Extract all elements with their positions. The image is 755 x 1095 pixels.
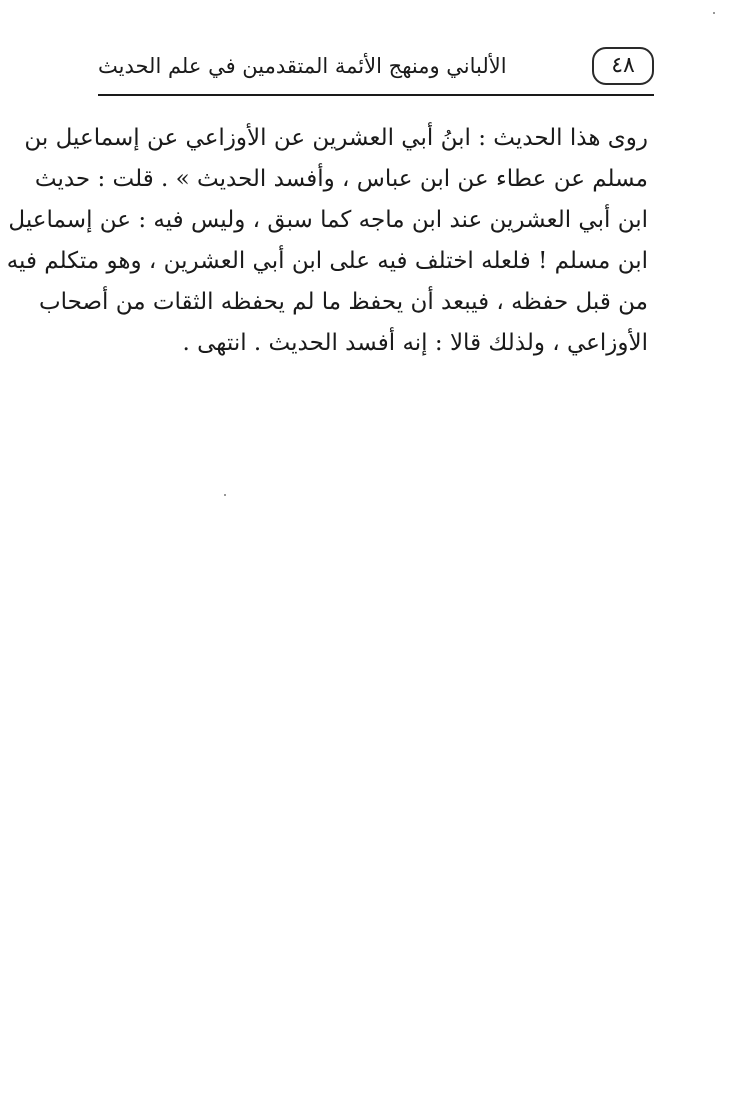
page-number xyxy=(592,47,654,85)
text-line: ابن مسلم ! فلعله اختلف فيه على ابن أبي العشرين ، وهو متكلم فيه xyxy=(6,248,648,274)
page-number-text: ٤٨ xyxy=(611,53,635,78)
text-line: روى هذا الحديث : ابنُ أبي العشرين عن الأوزاعي عن إسماعيل بن xyxy=(24,125,648,151)
scan-speck xyxy=(224,494,226,496)
text-line: الأوزاعي ، ولذلك قالا : إنه أفسد الحديث . انتهى . xyxy=(182,330,648,356)
text-line: مسلم عن عطاء عن ابن عباس ، وأفسد الحديث » . قلت : حديث xyxy=(34,166,648,192)
text-line: من قبل حفظه ، فيبعد أن يحفظ ما لم يحفظه الثقات من أصحاب xyxy=(38,289,648,315)
page-header xyxy=(98,42,654,94)
text-line: ابن أبي العشرين عند ابن ماجه كما سبق ، وليس فيه : عن إسماعيل xyxy=(8,207,648,233)
header-divider xyxy=(98,94,654,96)
scan-speck xyxy=(713,12,715,14)
running-title: الألباني ومنهج الأئمة المتقدمين في علم الحديث xyxy=(98,54,507,78)
body-paragraph xyxy=(6,118,648,364)
